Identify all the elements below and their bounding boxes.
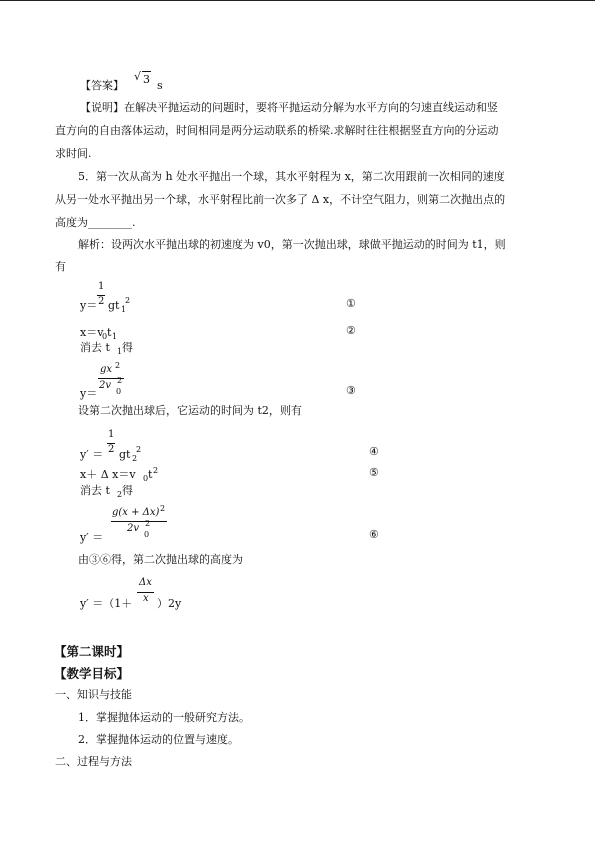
eq7-num: Δx <box>139 577 152 588</box>
eq1-lhs: y＝ <box>80 299 98 312</box>
eq6-num: g(x + Δx) <box>112 507 160 518</box>
elim2-after: 得 <box>122 484 133 497</box>
eq5-mark: ⑤ <box>369 466 379 479</box>
eq4-num: 1 <box>108 429 115 440</box>
goals-title: 【教学目标】 <box>54 666 130 681</box>
eq6-den: 2v <box>127 523 140 534</box>
elim1-sub: 1 <box>117 347 123 356</box>
eq1-rest: gt <box>108 299 120 312</box>
eq5-sub0: 0 <box>143 474 149 483</box>
eq1-den: 2 <box>98 296 105 307</box>
elim1-after: 得 <box>122 341 133 354</box>
eq6-num-sup: 2 <box>160 504 166 513</box>
eq4-sub: 2 <box>132 454 138 463</box>
conclusion-text: 由③⑥得，第二次抛出球的高度为 <box>78 553 243 566</box>
eq1-mark: ① <box>346 297 356 310</box>
explain-label: 【说明】 <box>80 101 124 114</box>
answer-value: 3 <box>143 73 150 86</box>
elim2-sub: 2 <box>117 490 123 499</box>
eq4-sup: 2 <box>136 445 142 454</box>
explain-line3: 求时间. <box>55 147 92 160</box>
eq5-sup: 2 <box>153 466 159 475</box>
top-border <box>0 0 595 1</box>
solution-line1: 解析：设两次水平抛出球的初速度为 v0，第一次抛出球，球做平抛运动的时间为 t1，则 <box>78 238 506 251</box>
goal-item-2: 2．掌握抛体运动的位置与速度。 <box>78 733 239 746</box>
eq6-lhs: y′ ＝ <box>80 531 104 544</box>
eq2-sub1: 1 <box>112 332 118 341</box>
eq2-sub0: 0 <box>102 332 108 341</box>
section-process: 二、过程与方法 <box>55 755 132 768</box>
sqrt-sign: √ <box>134 70 142 83</box>
answer-label: 【答案】 <box>80 79 124 92</box>
explain-line2: 直方向的自由落体运动，时间相同是两分运动联系的桥梁.求解时往往根据竖直方向的分运动 <box>55 124 499 137</box>
eq4-rest: gt <box>119 448 131 461</box>
eq2-text: x＝v <box>80 326 104 339</box>
eq7-den: x <box>143 593 149 604</box>
answer-unit: s <box>157 79 163 92</box>
eq7-lhs: y′ ＝（1＋ <box>80 597 133 610</box>
problem5-line2: 从另一处水平抛出另一个球，水平射程比前一次多了 Δ x，不计空气阻力，则第二次抛出点的 <box>55 193 506 206</box>
eq4-den: 2 <box>108 444 115 455</box>
eq5-rest: t <box>148 468 153 481</box>
elim2-text: 消去 t <box>80 484 110 497</box>
eq3-den: 2v <box>99 380 112 391</box>
eq3-num: gx <box>100 364 113 375</box>
eq1-sup: 2 <box>125 296 131 305</box>
problem5-line3: 高度为________. <box>55 216 136 229</box>
eq1-sub: 1 <box>121 305 127 314</box>
eq3-mark: ③ <box>346 384 356 397</box>
eq3-den-sup: 2 <box>117 376 123 385</box>
eq1-num: 1 <box>98 281 105 292</box>
eq6-den-sup: 2 <box>145 519 151 528</box>
sqrt-overline <box>142 71 151 72</box>
eq3-lhs: y＝ <box>80 387 98 400</box>
eq6-bar <box>111 521 167 522</box>
goal-item-1: 1．掌握抛体运动的一般研究方法。 <box>78 711 250 724</box>
eq4-lhs: y′ ＝ <box>80 448 104 461</box>
eq7-rest: ）2y <box>157 597 182 610</box>
eq3-num-sup: 2 <box>115 361 121 370</box>
problem5-line1: 5．第一次从高为 h 处水平抛出一个球，其水平射程为 x，第二次用跟前一次相同的速度 <box>78 170 505 183</box>
elim1-text: 消去 t <box>80 341 110 354</box>
solution-line2: 有 <box>55 260 66 273</box>
eq3-den-sub: 0 <box>116 387 122 396</box>
eq2-mark: ② <box>346 324 356 337</box>
eq5-text: x＋ Δ x＝v <box>80 468 136 481</box>
section-knowledge: 一、知识与技能 <box>55 688 132 701</box>
lesson2-title: 【第二课时】 <box>54 644 130 659</box>
eq6-den-sub: 0 <box>144 530 150 539</box>
explain-line1: 在解决平抛运动的问题时，要将平抛运动分解为水平方向的匀速直线运动和竖 <box>124 101 498 114</box>
eq4-mark: ④ <box>369 445 379 458</box>
eq6-mark: ⑥ <box>369 528 379 541</box>
second-throw-text: 设第二次抛出球后，它运动的时间为 t2，则有 <box>78 404 302 417</box>
eq2-mid: t <box>107 326 112 339</box>
